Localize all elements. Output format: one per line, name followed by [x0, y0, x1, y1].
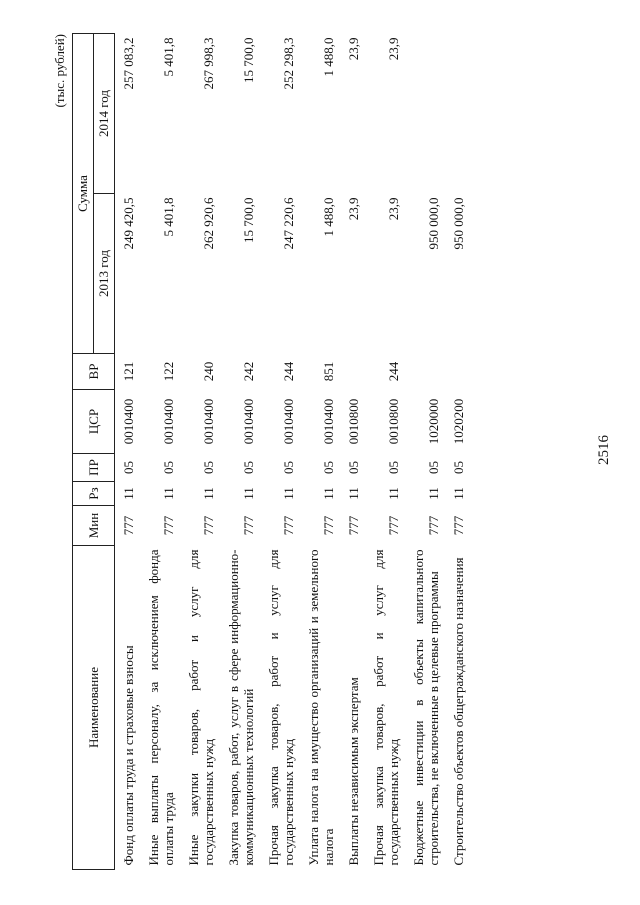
header-2014: 2014 год [94, 34, 115, 194]
row-pr: 05 [321, 461, 336, 474]
table-header [73, 34, 115, 870]
row-rz: 11 [426, 487, 441, 500]
table-row [300, 34, 340, 870]
row-pr: 05 [121, 461, 136, 474]
row-name: Строительство объектов общегражданского назначения [451, 557, 466, 866]
row-2014: 23,9 [346, 37, 361, 61]
row-min: 777 [321, 515, 336, 536]
row-name: Закупка товаров, работ, услуг в сфере информационно-коммуникационных технологий [226, 549, 256, 866]
header-min: Мин [73, 506, 115, 546]
budget-table [72, 33, 470, 870]
row-rz: 11 [241, 487, 256, 500]
row-rz: 11 [346, 487, 361, 500]
table-row [220, 34, 260, 870]
row-csr: 0010400 [121, 398, 136, 445]
row-rz: 11 [281, 487, 296, 500]
row-vr [445, 354, 470, 390]
row-2013: 23,9 [346, 197, 361, 221]
row-csr: 0010400 [321, 398, 336, 445]
row-min: 777 [161, 515, 176, 536]
row-vr: 240 [201, 361, 216, 382]
row-2014: 15 700,0 [241, 37, 256, 83]
row-2013: 262 920,6 [201, 197, 216, 250]
row-2014: 1 488,0 [321, 37, 336, 77]
row-vr: 121 [121, 361, 136, 382]
table-row [405, 34, 445, 870]
header-rz: Рз [73, 482, 115, 506]
row-vr: 244 [386, 361, 401, 382]
row-min: 777 [241, 515, 256, 536]
row-2014: 267 998,3 [201, 37, 216, 90]
header-csr: ЦСР [73, 390, 115, 454]
row-2013: 23,9 [386, 197, 401, 221]
page-number: 2516 [596, 435, 612, 465]
row-vr: 122 [161, 361, 176, 382]
row-2013: 950 000,0 [451, 197, 466, 250]
row-name: Прочая закупка товаров, работ и услуг для государственных нужд [371, 549, 401, 866]
row-csr: 0010800 [346, 398, 361, 445]
row-min: 777 [346, 515, 361, 536]
row-vr [405, 354, 445, 390]
header-vr: ВР [73, 354, 115, 390]
row-csr: 0010400 [281, 398, 296, 445]
row-name: Выплаты независимым экспертам [346, 677, 361, 866]
header-pr: ПР [73, 454, 115, 482]
table-body [115, 34, 471, 870]
row-rz: 11 [121, 487, 136, 500]
row-2014: 5 401,8 [161, 37, 176, 77]
row-min: 777 [281, 515, 296, 536]
row-pr: 05 [241, 461, 256, 474]
row-pr: 05 [161, 461, 176, 474]
row-csr: 1020200 [451, 398, 466, 445]
row-pr: 05 [201, 461, 216, 474]
row-name: Прочая закупка товаров, работ и услуг для государственных нужд [266, 549, 296, 866]
header-sum: Сумма [73, 34, 94, 354]
row-min: 777 [386, 515, 401, 536]
row-min: 777 [426, 515, 441, 536]
row-min: 777 [201, 515, 216, 536]
row-name: Фонд оплаты труда и страховые взносы [121, 645, 136, 866]
row-pr: 05 [426, 461, 441, 474]
row-rz: 11 [201, 487, 216, 500]
row-rz: 11 [161, 487, 176, 500]
row-pr: 05 [281, 461, 296, 474]
row-name: Иные выплаты персоналу, за исключением фонда оплаты труда [146, 549, 176, 866]
row-2014: 252 298,3 [281, 37, 296, 90]
row-vr: 851 [321, 361, 336, 382]
row-2013: 247 220,6 [281, 197, 296, 250]
row-name: Бюджетные инвестиции в объекты капитального строительства, не включенные в целевые программы [411, 549, 441, 866]
row-2013: 249 420,5 [121, 197, 136, 250]
row-name: Иные закупки товаров, работ и услуг для государственных нужд [186, 549, 216, 866]
row-vr: 244 [281, 361, 296, 382]
row-pr: 05 [346, 461, 361, 474]
row-2013: 1 488,0 [321, 197, 336, 237]
row-min: 777 [121, 515, 136, 536]
row-2014 [405, 34, 445, 194]
row-rz: 11 [386, 487, 401, 500]
row-2013: 5 401,8 [161, 197, 176, 237]
row-name: Уплата налога на имущество организаций и земельного налога [306, 549, 336, 866]
row-rz: 11 [451, 487, 466, 500]
units-label: (тыс. рублей) [52, 34, 67, 108]
row-vr: 242 [241, 361, 256, 382]
table-row [180, 34, 220, 870]
row-min: 777 [451, 515, 466, 536]
row-2014: 257 083,2 [121, 37, 136, 90]
row-vr [340, 354, 365, 390]
row-2014 [445, 34, 470, 194]
row-pr: 05 [451, 461, 466, 474]
row-csr: 0010400 [241, 398, 256, 445]
row-2013: 15 700,0 [241, 197, 256, 243]
header-2013: 2013 год [94, 194, 115, 354]
row-csr: 0010800 [386, 398, 401, 445]
header-name: Наименование [73, 546, 115, 870]
table-row [140, 34, 180, 870]
table-row [260, 34, 300, 870]
row-pr: 05 [386, 461, 401, 474]
row-csr: 0010400 [201, 398, 216, 445]
row-csr: 1020000 [426, 398, 441, 445]
row-2013: 950 000,0 [426, 197, 441, 250]
row-2014: 23,9 [386, 37, 401, 61]
table-row [340, 34, 365, 870]
table-row [445, 34, 470, 870]
row-csr: 0010400 [161, 398, 176, 445]
table-row [115, 34, 141, 870]
row-rz: 11 [321, 487, 336, 500]
table-row [365, 34, 405, 870]
